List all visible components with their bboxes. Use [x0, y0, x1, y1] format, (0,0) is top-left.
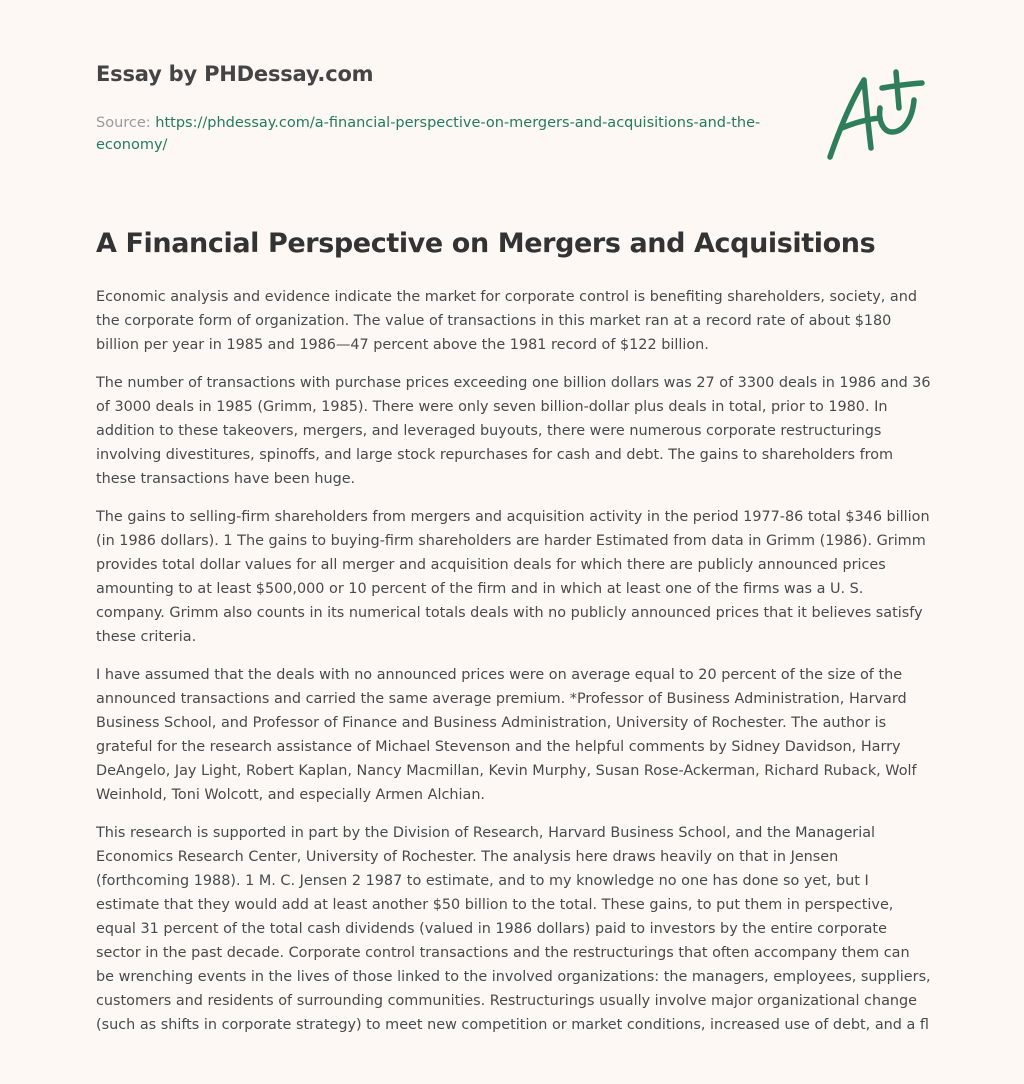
source-label: Source: [96, 115, 151, 131]
article-title: A Financial Perspective on Mergers and Acquisitions [96, 228, 876, 259]
paragraph: The number of transactions with purchase prices exceeding one billion dollars was 27 of 3300 deals in 1986 and 36 of 3000 deals in 1985 (Grimm, 1985). There were only seven billion-dollar plus deals in total, prior to 1980. In addition to these takeovers, mergers, and leveraged buyouts, there were numerous corporate restructurings involving divestitures, spinoffs, and large stock repurchases for cash and debt. The gains to shareholders from these transactions have been huge. [96, 375, 931, 487]
paragraph: Economic analysis and evidence indicate the market for corporate control is benefiting shareholders, society, and the corporate form of organization. The value of transactions in this market ran at a record rate of about $180 billion per year in 1985 and 1986—47 percent above the 1981 record of $122 billion. [96, 289, 918, 353]
a-plus-grade-icon [822, 66, 928, 166]
brand-title: Essay by PHDessay.com [96, 62, 374, 86]
paragraph: I have assumed that the deals with no announced prices were on average equal to 20 percent of the size of the announced transactions and carried the same average premium. *Professor of Business Administration, Harvard Business School, and Professor of Finance and Business Administration, University of Rochester. The author is grateful for the research assistance of Michael Stevenson and the helpful comments by Sidney Davidson, Harry DeAngelo, Jay Light, Robert Kaplan, Nancy Macmillan, Kevin Murphy, Susan Rose-Ackerman, Richard Ruback, Wolf Weinhold, Toni Wolcott, and especially Armen Alchian. [96, 667, 917, 803]
source-link[interactable]: https://phdessay.com/a-financial-perspective-on-mergers-and-acquisitions-and-the-economy/ [96, 115, 761, 153]
paragraph: This research is supported in part by the Division of Research, Harvard Business School, and the Managerial Economics Research Center, University of Rochester. The analysis here draws heavily on that in Jensen (forthcoming 1988). 1 M. C. Jensen 2 1987 to estimate, and to my knowledge no one has done so yet, but I estimate that they would add at least another $50 billion to the total. These gains, to put them in perspective, equal 31 percent of the total cash dividends (valued in 1986 dollars) paid to investors by the entire corporate sector in the past decade. Corporate control transactions and the restructurings that often accompany them can be wrenching events in the lives of those linked to the involved organizations: the managers, employees, suppliers, customers and residents of surrounding communities. Restructurings usually involve major organizational change (such as shifts in corporate strategy) to meet new competition or market conditions, increased use of debt, and a fl [96, 825, 931, 1033]
source-line [96, 112, 776, 156]
article-body [96, 285, 932, 1051]
essay-header [96, 62, 776, 156]
paragraph: The gains to selling-firm shareholders from mergers and acquisition activity in the period 1977-86 total $346 billion (in 1986 dollars). 1 The gains to buying-firm shareholders are harder Estimated from data in Grimm (1986). Grimm provides total dollar values for all merger and acquisition deals for which there are publicly announced prices amounting to at least $500,000 or 10 percent of the firm and in which at least one of the firms was a U. S. company. Grimm also counts in its numerical totals deals with no publicly announced prices that it believes satisfy these criteria. [96, 509, 930, 645]
